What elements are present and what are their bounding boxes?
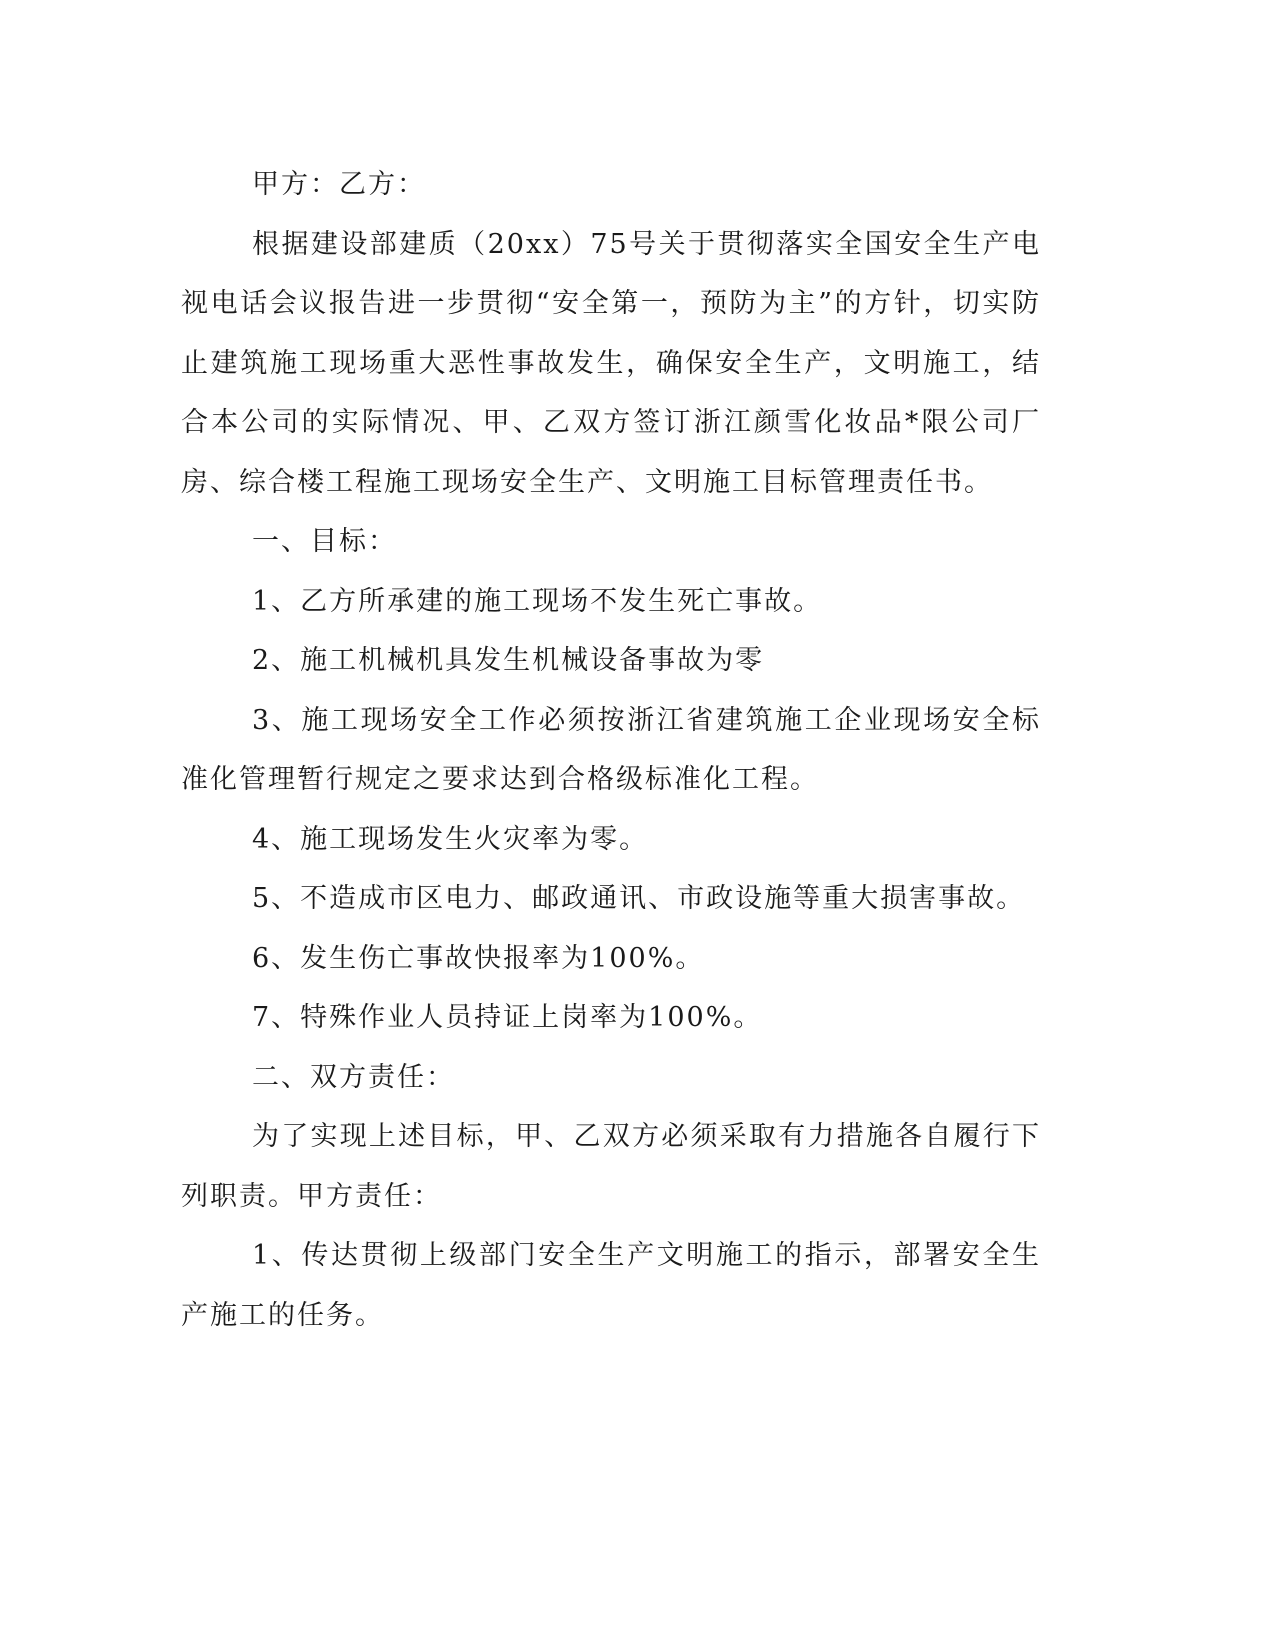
section-heading-goals: 一、目标：: [252, 526, 397, 557]
party-line: 甲方：乙方：: [252, 169, 426, 200]
goal-item-1: 1、乙方所承建的施工现场不发生死亡事故。: [252, 585, 823, 617]
document-page: [181, 155, 1041, 1345]
section-heading-responsibilities: 二、双方责任：: [252, 1061, 455, 1093]
intro-paragraph: 根据建设部建质（20xx）75号关于贯彻落实全国安全生产电视电话会议报告进一步贯彻“安全第一，预防为主”的方针，切实防止建筑施工现场重大恶性事故发生，确保安全生产，文明施工，结合本公司的实际情况、甲、乙双方签订浙江颜雪化妆品*限公司厂房、综合楼工程施工现场安全生产、文明施工目标管理责任书。: [181, 228, 1041, 498]
responsibility-item-1: 1、传达贯彻上级部门安全生产文明施工的指示，部署安全生产施工的任务。: [181, 1240, 1041, 1331]
goal-item-5: 5、不造成市区电力、邮政通讯、市政设施等重大损害事故。: [252, 883, 1026, 914]
responsibility-intro: 为了实现上述目标，甲、乙双方必须采取有力措施各自履行下列职责。甲方责任：: [181, 1121, 1041, 1212]
goal-item-2: 2、施工机械机具发生机械设备事故为零: [252, 645, 765, 676]
goal-item-6: 6、发生伤亡事故快报率为100%。: [252, 942, 705, 974]
goal-item-3: 3、施工现场安全工作必须按浙江省建筑施工企业现场安全标准化管理暂行规定之要求达到合格级标准化工程。: [181, 704, 1041, 795]
goal-item-4: 4、施工现场发生火灾率为零。: [252, 823, 649, 855]
goal-item-7: 7、特殊作业人员持证上岗率为100%。: [252, 1002, 763, 1033]
